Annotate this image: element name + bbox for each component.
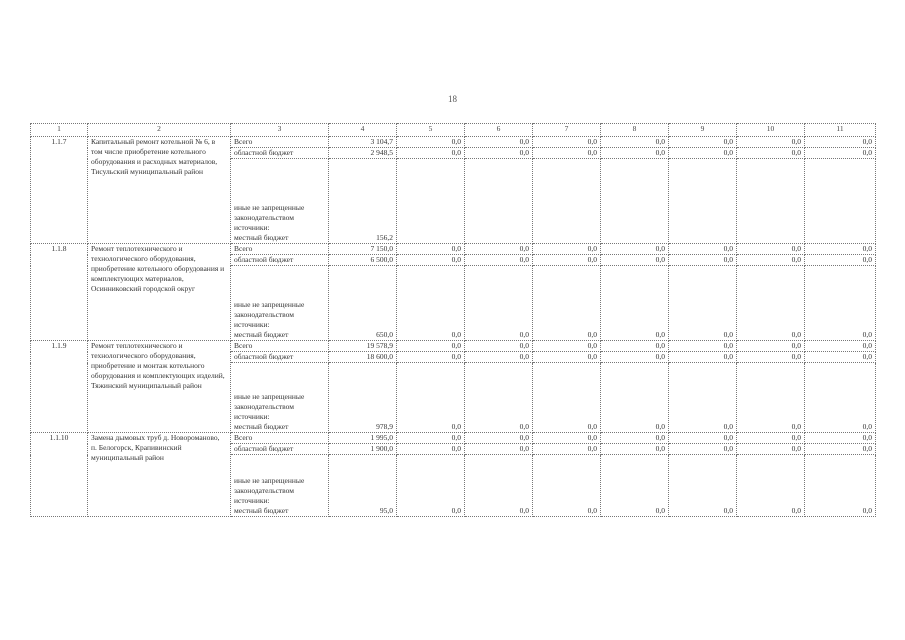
total-value: 0,0 xyxy=(737,137,805,148)
local-value: 0,0 xyxy=(533,455,601,517)
local-value xyxy=(465,159,533,244)
local-value: 0,0 xyxy=(465,266,533,341)
local-value: 0,0 xyxy=(601,455,669,517)
oblast-value: 0,0 xyxy=(669,352,737,363)
oblast-value: 0,0 xyxy=(805,444,876,455)
column-header-1: 1 xyxy=(31,124,88,137)
total-value: 7 150,0 xyxy=(329,244,397,255)
row-name: Замена дымовых труб д. Новороманово, п. Белогорск, Крапивинский муниципальный район xyxy=(88,433,231,517)
total-value: 0,0 xyxy=(465,433,533,444)
oblast-value: 0,0 xyxy=(669,444,737,455)
oblast-value: 0,0 xyxy=(533,352,601,363)
source-other-cell xyxy=(231,159,329,244)
oblast-value: 0,0 xyxy=(737,352,805,363)
local-value: 0,0 xyxy=(533,363,601,433)
total-value: 0,0 xyxy=(533,137,601,148)
oblast-value: 0,0 xyxy=(737,255,805,266)
oblast-value: 0,0 xyxy=(737,444,805,455)
source-oblast-label: областной бюджет xyxy=(231,148,329,159)
local-value: 978,9 xyxy=(329,363,397,433)
row-id: 1.1.7 xyxy=(31,137,88,244)
total-value: 0,0 xyxy=(805,244,876,255)
total-value: 0,0 xyxy=(533,433,601,444)
oblast-value: 0,0 xyxy=(805,255,876,266)
local-value xyxy=(737,159,805,244)
local-value: 0,0 xyxy=(669,455,737,517)
local-value xyxy=(533,159,601,244)
total-value: 0,0 xyxy=(737,244,805,255)
page-number: 18 xyxy=(448,94,457,104)
source-local-label: местный бюджет xyxy=(234,422,289,431)
total-value: 0,0 xyxy=(397,137,465,148)
oblast-value: 18 600,0 xyxy=(329,352,397,363)
total-value: 0,0 xyxy=(669,341,737,352)
source-oblast-label: областной бюджет xyxy=(231,444,329,455)
column-header-9: 9 xyxy=(669,124,737,137)
oblast-value: 0,0 xyxy=(465,444,533,455)
oblast-value: 0,0 xyxy=(465,352,533,363)
local-value: 156,2 xyxy=(329,159,397,244)
column-header-6: 6 xyxy=(465,124,533,137)
oblast-value: 0,0 xyxy=(737,148,805,159)
local-value: 0,0 xyxy=(669,363,737,433)
row-name: Ремонт теплотехнического и технологического оборудования, приобретение и монтаж котельного оборудования и комплектующих изделий, Тяжинский муниципальный район xyxy=(88,341,231,433)
total-value: 0,0 xyxy=(805,137,876,148)
local-value xyxy=(669,159,737,244)
total-value: 0,0 xyxy=(397,244,465,255)
source-total-label: Всего xyxy=(231,341,329,352)
oblast-value: 0,0 xyxy=(601,148,669,159)
table-row xyxy=(31,137,876,148)
total-value: 0,0 xyxy=(805,341,876,352)
local-value: 0,0 xyxy=(601,363,669,433)
header-row xyxy=(31,124,876,137)
column-header-5: 5 xyxy=(397,124,465,137)
local-value: 0,0 xyxy=(737,363,805,433)
total-value: 0,0 xyxy=(669,137,737,148)
local-value: 95,0 xyxy=(329,455,397,517)
local-value: 0,0 xyxy=(805,363,876,433)
column-header-2: 2 xyxy=(88,124,231,137)
total-value: 0,0 xyxy=(601,341,669,352)
program-table xyxy=(30,123,876,517)
column-header-4: 4 xyxy=(329,124,397,137)
oblast-value: 0,0 xyxy=(601,444,669,455)
row-id: 1.1.8 xyxy=(31,244,88,341)
total-value: 0,0 xyxy=(601,433,669,444)
oblast-value: 0,0 xyxy=(465,148,533,159)
local-value xyxy=(397,159,465,244)
total-value: 0,0 xyxy=(465,244,533,255)
oblast-value: 0,0 xyxy=(397,148,465,159)
total-value: 3 104,7 xyxy=(329,137,397,148)
total-value: 0,0 xyxy=(397,433,465,444)
oblast-value: 0,0 xyxy=(601,352,669,363)
source-other-label: иные не запрещенные законодательством источники: xyxy=(234,300,305,329)
total-value: 0,0 xyxy=(669,244,737,255)
oblast-value: 0,0 xyxy=(669,255,737,266)
total-value: 0,0 xyxy=(533,244,601,255)
oblast-value: 0,0 xyxy=(533,148,601,159)
source-oblast-label: областной бюджет xyxy=(231,255,329,266)
oblast-value: 0,0 xyxy=(601,255,669,266)
oblast-value: 0,0 xyxy=(397,444,465,455)
column-header-3: 3 xyxy=(231,124,329,137)
oblast-value: 6 500,0 xyxy=(329,255,397,266)
column-header-7: 7 xyxy=(533,124,601,137)
local-value: 0,0 xyxy=(601,266,669,341)
local-value: 0,0 xyxy=(805,455,876,517)
total-value: 19 578,9 xyxy=(329,341,397,352)
source-total-label: Всего xyxy=(231,244,329,255)
source-local-label: местный бюджет xyxy=(234,233,289,242)
total-value: 0,0 xyxy=(601,137,669,148)
local-value: 0,0 xyxy=(397,266,465,341)
source-other-cell xyxy=(231,266,329,341)
oblast-value: 0,0 xyxy=(397,352,465,363)
table-row xyxy=(31,433,876,444)
source-other-label: иные не запрещенные законодательством источники: xyxy=(234,476,305,505)
oblast-value: 0,0 xyxy=(669,148,737,159)
total-value: 1 995,0 xyxy=(329,433,397,444)
local-value: 650,0 xyxy=(329,266,397,341)
source-other-label: иные не запрещенные законодательством источники: xyxy=(234,392,305,421)
oblast-value: 0,0 xyxy=(533,255,601,266)
oblast-value: 1 900,0 xyxy=(329,444,397,455)
source-other-cell xyxy=(231,455,329,517)
local-value: 0,0 xyxy=(533,266,601,341)
local-value: 0,0 xyxy=(737,455,805,517)
local-value: 0,0 xyxy=(805,266,876,341)
local-value xyxy=(601,159,669,244)
oblast-value: 0,0 xyxy=(533,444,601,455)
total-value: 0,0 xyxy=(805,433,876,444)
total-value: 0,0 xyxy=(737,433,805,444)
oblast-value: 2 948,5 xyxy=(329,148,397,159)
local-value: 0,0 xyxy=(397,363,465,433)
oblast-value: 0,0 xyxy=(397,255,465,266)
total-value: 0,0 xyxy=(397,341,465,352)
local-value: 0,0 xyxy=(669,266,737,341)
local-value xyxy=(805,159,876,244)
local-value: 0,0 xyxy=(397,455,465,517)
source-total-label: Всего xyxy=(231,137,329,148)
oblast-value: 0,0 xyxy=(465,255,533,266)
local-value: 0,0 xyxy=(737,266,805,341)
table-row xyxy=(31,244,876,255)
total-value: 0,0 xyxy=(737,341,805,352)
column-header-11: 11 xyxy=(805,124,876,137)
oblast-value: 0,0 xyxy=(805,352,876,363)
source-local-label: местный бюджет xyxy=(234,506,289,515)
column-header-10: 10 xyxy=(737,124,805,137)
source-local-label: местный бюджет xyxy=(234,330,289,339)
total-value: 0,0 xyxy=(601,244,669,255)
table-row xyxy=(31,341,876,352)
local-value: 0,0 xyxy=(465,455,533,517)
row-id: 1.1.10 xyxy=(31,433,88,517)
row-id: 1.1.9 xyxy=(31,341,88,433)
total-value: 0,0 xyxy=(533,341,601,352)
source-other-cell xyxy=(231,363,329,433)
table-body xyxy=(31,137,876,517)
row-name: Ремонт теплотехнического и технологического оборудования, приобретение котельного оборудования и комплектующих материалов, Осинниковский городской округ xyxy=(88,244,231,341)
source-oblast-label: областной бюджет xyxy=(231,352,329,363)
row-name: Капитальный ремонт котельной № 6, в том числе приобретение котельного оборудования и расходных материалов, Тисульский муниципальный район xyxy=(88,137,231,244)
total-value: 0,0 xyxy=(465,137,533,148)
column-header-8: 8 xyxy=(601,124,669,137)
source-other-label: иные не запрещенные законодательством источники: xyxy=(234,203,305,232)
local-value: 0,0 xyxy=(465,363,533,433)
source-total-label: Всего xyxy=(231,433,329,444)
total-value: 0,0 xyxy=(465,341,533,352)
oblast-value: 0,0 xyxy=(805,148,876,159)
total-value: 0,0 xyxy=(669,433,737,444)
